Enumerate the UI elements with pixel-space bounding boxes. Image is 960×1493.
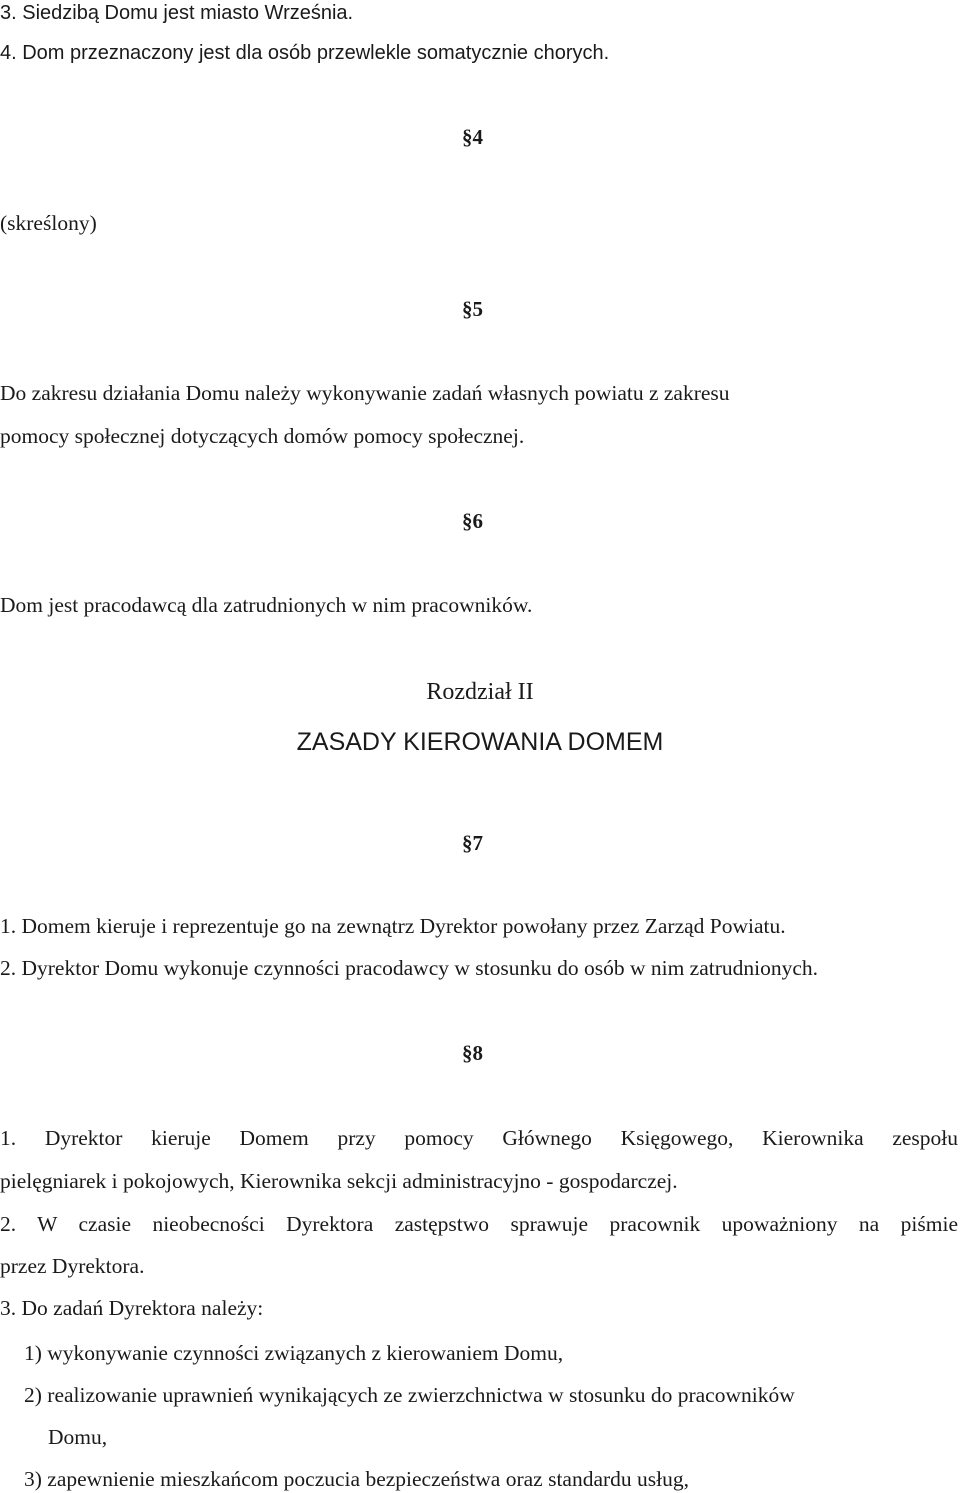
text-line: 1. Domem kieruje i reprezentuje go na zewnątrz Dyrektor powołany przez Zarząd Powiatu. xyxy=(0,914,786,938)
list-item: 3) zapewnienie mieszkańcom poczucia bezpieczeństwa oraz standardu usług, xyxy=(24,1467,690,1491)
section-number: §4 xyxy=(462,125,483,149)
section-number: §6 xyxy=(462,509,483,533)
text-line: 3. Do zadań Dyrektora należy: xyxy=(0,1296,264,1320)
list-item-continuation: Domu, xyxy=(48,1425,108,1449)
chapter-title: ZASADY KIEROWANIA DOMEM xyxy=(296,728,664,756)
list-item: 2) realizowanie uprawnień wynikających ze zwierzchnictwa w stosunku do pracowników xyxy=(24,1383,795,1407)
text-line: 4. Dom przeznaczony jest dla osób przewlekle somatycznie chorych. xyxy=(0,42,610,64)
text-line: przez Dyrektora. xyxy=(0,1254,145,1278)
text-line: pomocy społecznej dotyczących domów pomocy społecznej. xyxy=(0,424,525,448)
text-line: 2. Dyrektor Domu wykonuje czynności pracodawcy w stosunku do osób w nim zatrudnionych. xyxy=(0,956,819,980)
text-line: (skreślony) xyxy=(0,211,97,235)
text-line: 1. Dyrektor kieruje Domem przy pomocy Głównego Księgowego, Kierownika zespołu xyxy=(0,1126,958,1150)
section-number: §8 xyxy=(462,1041,483,1065)
chapter-heading: Rozdział II xyxy=(426,679,534,705)
text-line: pielęgniarek i pokojowych, Kierownika sekcji administracyjno - gospodarczej. xyxy=(0,1169,678,1193)
text-line: Do zakresu działania Domu należy wykonywanie zadań własnych powiatu z zakresu xyxy=(0,381,730,405)
section-number: §5 xyxy=(462,297,483,321)
list-item: 1) wykonywanie czynności związanych z kierowaniem Domu, xyxy=(24,1341,564,1365)
text-line: Dom jest pracodawcą dla zatrudnionych w nim pracowników. xyxy=(0,593,533,617)
section-number: §7 xyxy=(462,831,483,855)
text-line: 3. Siedzibą Domu jest miasto Września. xyxy=(0,2,354,24)
text-line: 2. W czasie nieobecności Dyrektora zastępstwo sprawuje pracownik upoważniony na piśmie xyxy=(0,1212,958,1236)
